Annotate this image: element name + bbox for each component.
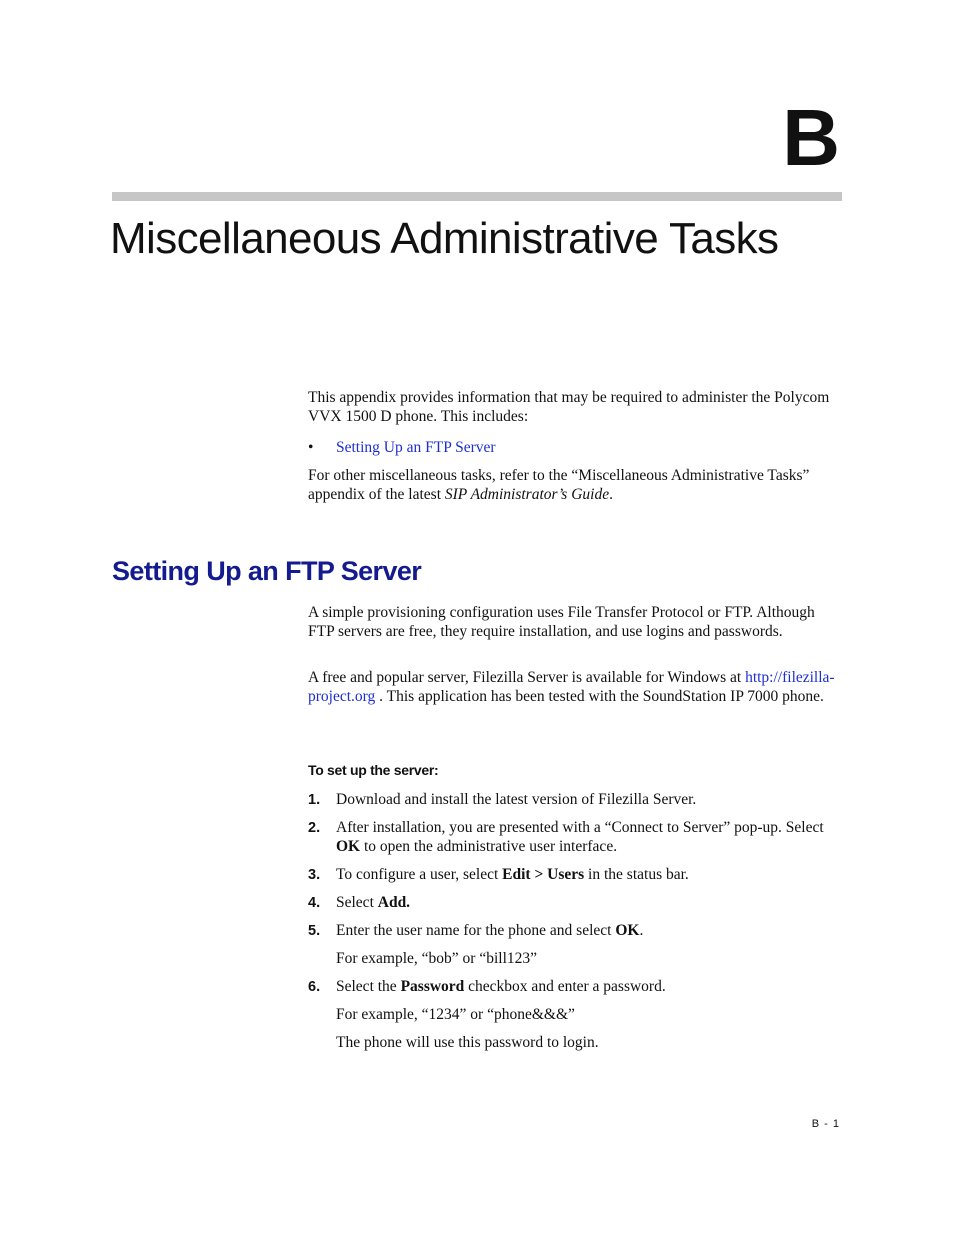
chapter-title: Miscellaneous Administrative Tasks (110, 214, 779, 263)
step-5-example: For example, “bob” or “bill123” (336, 950, 538, 967)
section-text-2-start: A free and popular server, Filezilla Server is available for Windows at (308, 669, 746, 686)
step-number: 6. (308, 979, 321, 995)
step-6-note: The phone will use this password to login. (336, 1034, 599, 1051)
add-label: Add. (377, 894, 411, 911)
section-heading: Setting Up an FTP Server (112, 556, 422, 586)
section-text-1: A simple provisioning configuration uses File Transfer Protocol or FTP. Although FTP servers are free, they require installation, and use logins and passwords. (308, 604, 815, 640)
bullet-marker: • (308, 439, 314, 456)
step-text: Enter the user name for the phone and select OK. (336, 922, 644, 939)
step-text: After installation, you are presented with a “Connect to Server” pop-up. Select OK to open the administrative user interface. (336, 819, 824, 855)
intro-paragraph (308, 389, 842, 426)
page-number: B - 1 (811, 1118, 840, 1130)
header-rule (112, 192, 842, 201)
password-label: Password (400, 978, 465, 995)
link-setting-up-ftp-server[interactable]: Setting Up an FTP Server (336, 439, 496, 456)
section-paragraph-2 (308, 669, 842, 706)
other-tasks-text: For other miscellaneous tasks, refer to the “Miscellaneous Administrative Tasks” appendix of the latest (308, 467, 810, 503)
section-paragraph-1 (308, 604, 842, 641)
step-number: 3. (308, 867, 321, 883)
step-6-example: For example, “1234” or “phone&&&” (336, 1006, 575, 1023)
other-tasks-end: . (609, 485, 613, 503)
step-text: To configure a user, select Edit > Users in the status bar. (336, 866, 689, 883)
ok-label: OK (615, 922, 640, 939)
step-number: 1. (308, 792, 321, 808)
step-text: Select the Password checkbox and enter a password. (336, 978, 666, 995)
intro-text: This appendix provides information that may be required to administer the Polycom VVX 1500 D phone. This includes: (308, 389, 830, 425)
edit-users-label: Edit > Users (502, 866, 585, 883)
ok-label: OK (336, 837, 361, 855)
step-number: 5. (308, 923, 321, 939)
step-number: 4. (308, 895, 321, 911)
appendix-letter: B (782, 93, 840, 182)
step-text: Download and install the latest version of Filezilla Server. (336, 791, 697, 808)
filezilla-link[interactable]: http://filezilla-project.org (308, 669, 835, 705)
procedure-title: To set up the server: (308, 762, 439, 778)
step-number: 2. (308, 820, 321, 836)
step-text: Select Add. (336, 894, 411, 911)
section-text-2-end: . This application has been tested with the SoundStation IP 7000 phone. (375, 687, 824, 705)
other-tasks-paragraph (308, 467, 842, 504)
guide-title: SIP Administrator’s Guide (444, 485, 610, 503)
